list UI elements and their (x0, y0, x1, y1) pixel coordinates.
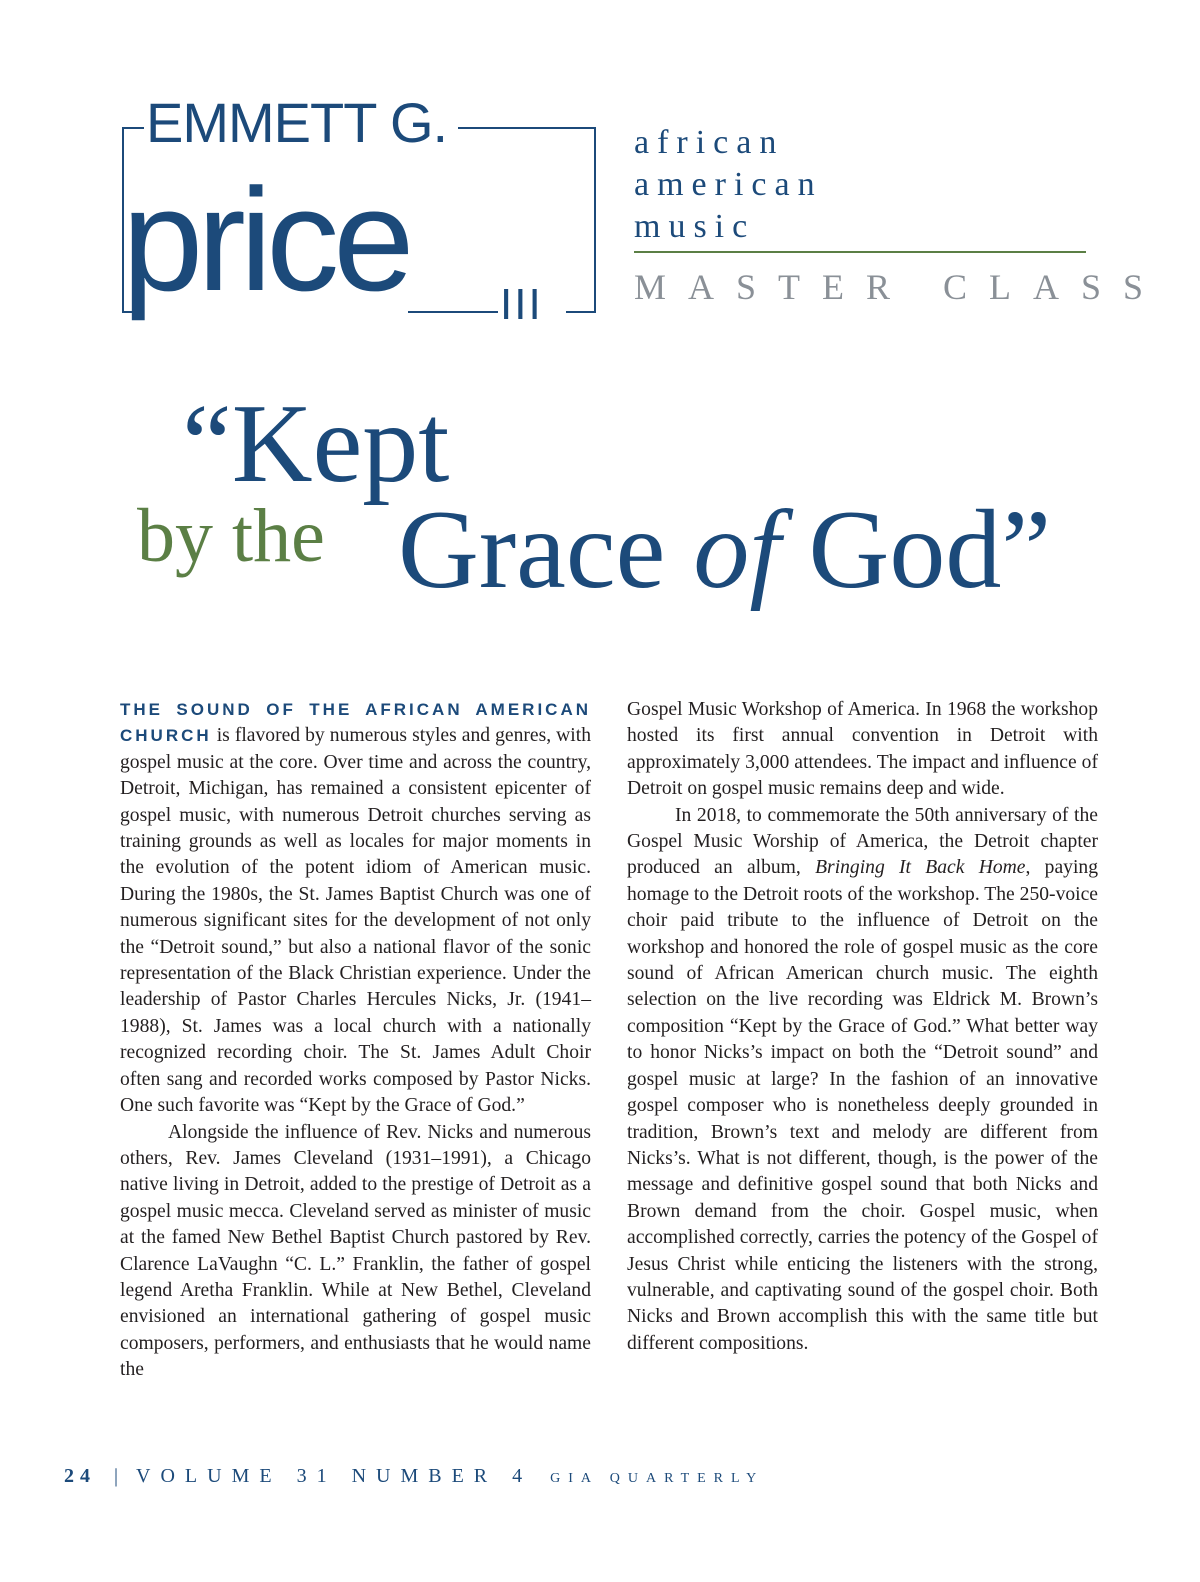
title-grace: Grace (398, 488, 694, 612)
author-last-name: price (122, 158, 409, 321)
paragraph-1-text: is flavored by numerous styles and genres, with gospel music at the core. Over time and across the country, Detroit, Michigan, has remained a consistent epicenter of gospel music, with numerous Detroit churches serving as training grounds as well as locales for major moments in the evolution of the potent idiom of American music. During the 1980s, the St. James Baptist Church was one of numerous significant sites for the development of not only the “Detroit sound,” but also a national flavor of the sonic representation of the Black Christian experience. Under the leadership of Pastor Charles Hercules Nicks, Jr. (1941–1988), St. James was a local church with a nationally recognized recording choir. The St. James Adult Choir often sang and recorded works composed by Pastor Nicks. One such favorite was “Kept by the Grace of God.” (120, 725, 591, 1117)
logo-frame-bottom-right (566, 311, 596, 313)
paragraph-3-text-a: In 2018, to commemorate the 50th anniversary of the Gospel Music Worship of America, the Detroit chapter produced an album, (627, 804, 1098, 879)
logo-frame-bottom-mid (408, 311, 498, 313)
series-divider (634, 251, 1086, 253)
series-line-3: music (634, 208, 756, 245)
lead-in-caps: THE SOUND OF THE AFRICAN AMERICAN CHURCH (120, 700, 591, 746)
series-title: MASTER CLASS (634, 267, 1166, 307)
body-column-right (627, 697, 1098, 1357)
logo-frame-top-right (458, 127, 596, 129)
article-title-by-the: by the (137, 494, 325, 578)
author-suffix: III (500, 280, 543, 329)
page-number: 24 (64, 1465, 96, 1487)
logo-frame-top-left (122, 127, 144, 129)
logo-frame-right (594, 127, 596, 313)
footer-volume: VOLUME 31 NUMBER 4 (136, 1465, 533, 1487)
album-title: Bringing It Back Home (815, 857, 1026, 879)
series-line-2: american (634, 166, 823, 203)
paragraph-3 (627, 803, 1098, 1358)
footer-publication: GIA QUARTERLY (550, 1471, 765, 1486)
article-title-line2 (398, 488, 1052, 612)
paragraph-1 (120, 697, 591, 1120)
page-footer (64, 1464, 764, 1491)
footer-separator: | (114, 1465, 119, 1487)
body-column-left (120, 697, 591, 1384)
paragraph-2: Alongside the influence of Rev. Nicks and numerous others, Rev. James Cleveland (1931–1991), a Chicago native living in Detroit, added to the prestige of Detroit as a gospel music mecca. Cleveland served as minister of music at the famed New Bethel Baptist Church pastored by Rev. Clarence LaVaughn “C. L.” Franklin, the father of gospel legend Aretha Franklin. While at New Bethel, Cleveland envisioned an international gathering of gospel music composers, performers, and enthusiasts that he would name the (120, 1121, 591, 1381)
column-series-name (634, 122, 823, 248)
title-of: of (693, 488, 781, 612)
title-god: God” (780, 488, 1052, 612)
author-first-name: EMMETT G. (146, 91, 448, 154)
author-logo (118, 91, 603, 345)
series-line-1: african (634, 124, 785, 161)
paragraph-3-text-b: , paying homage to the Detroit roots of the workshop. The 250-voice choir paid tribute to the influence of Detroit on the workshop and honored the role of gospel music as the core sound of African American church music. The eighth selection on the live recording was Eldrick M. Brown’s composition “Kept by the Grace of God.” What better way to honor Nicks’s impact on both the “Detroit sound” and gospel music at large? In the fashion of an innovative gospel composer who is nonetheless deeply grounded in tradition, Brown’s text and melody are different from Nicks’s. What is not different, though, is the power of the message and definitive gospel sound that both Nicks and Brown demand from the choir. Gospel music, when accomplished correctly, carries the potency of the Gospel of Jesus Christ while enticing the listeners with the strong, vulnerable, and captivating sound of the gospel choir. Both Nicks and Brown accomplish this with the same title but different compositions. (627, 857, 1098, 1354)
article-title-line1: “Kept (182, 382, 450, 506)
paragraph-2-continued: Gospel Music Workshop of America. In 1968 the workshop hosted its first annual convention in Detroit with approximately 3,000 attendees. The impact and influence of Detroit on gospel music remains deep and wide. (627, 699, 1098, 800)
